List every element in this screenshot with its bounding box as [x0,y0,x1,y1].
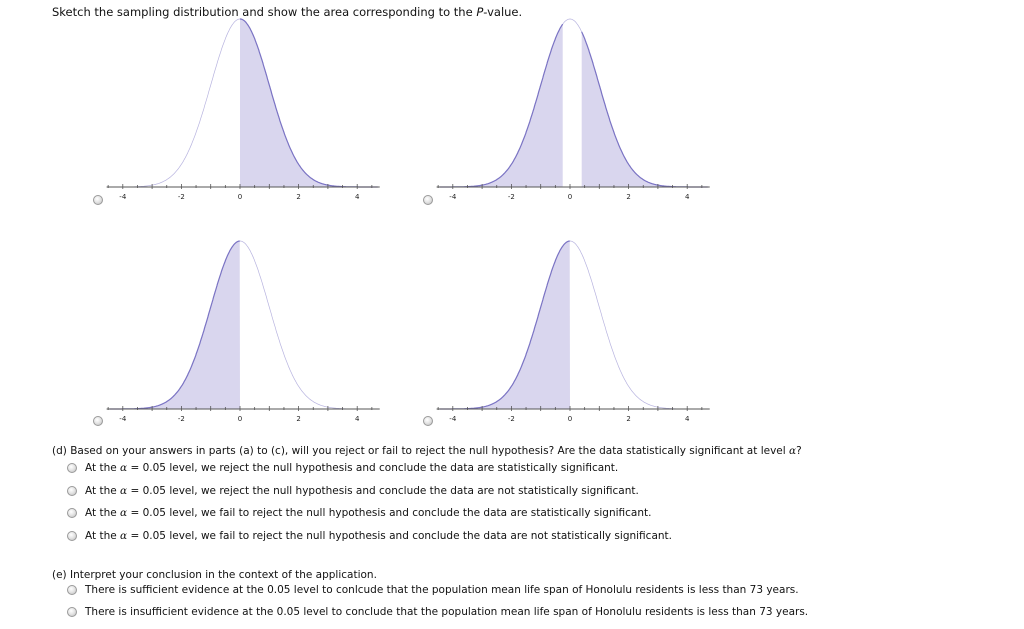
tick-label: 4 [354,193,360,201]
graph-option-4-radio[interactable] [423,416,433,426]
part-d-question [52,445,802,457]
part-d-option-4-post: = 0.05 level, we fail to reject the null hypothesis and conclude the data are not statistically significant. [127,530,672,542]
tick-label: 2 [296,415,301,423]
tick-label: 2 [296,193,301,201]
part-d-option-3-label [85,507,651,519]
prompt-start: Sketch the sampling distribution and show the area corresponding to the [52,5,477,19]
graph-option-4-plot [440,236,750,436]
prompt-italic-p: P [476,5,484,19]
normal-curve [440,19,708,187]
tick-label: 0 [237,415,243,423]
shaded-area [440,241,570,409]
graph-option-2-radio[interactable] [423,195,433,205]
part-e-option-2-label: There is insufficient evidence at the 0.05 level to conclude that the population mean life span of Honolulu residents is less than 73 years. [85,606,809,618]
part-d-option-2-pre: At the [85,485,121,497]
part-d-option-1-alpha: α [120,462,128,474]
part-d-option-4-radio[interactable] [67,531,77,541]
part-d-option-2-alpha: α [120,485,128,497]
graph-option-1-plot [110,14,420,214]
graph-option-2-plot [440,14,750,214]
graph-option-3-plot [110,236,420,436]
part-d-option-2-post: = 0.05 level, we reject the null hypothesis and conclude the data are not statistically significant. [127,485,639,497]
graph-option-1[interactable] [92,14,422,214]
tick-label: 4 [684,415,690,423]
tick-label: 0 [567,415,573,423]
shaded-area [440,24,563,187]
tick-label: -2 [177,415,185,423]
part-d-option-4-label [85,530,672,542]
tick-label: 4 [354,415,360,423]
part-d-alpha: α [789,445,797,457]
prompt-end: -value. [483,5,523,19]
tick-label: 4 [684,193,690,201]
tick-label: 0 [237,193,243,201]
tick-label: -2 [177,193,185,201]
part-d-option-4-alpha: α [120,530,128,542]
part-e-option-1-radio[interactable] [67,585,77,595]
tick-label: -2 [507,415,515,423]
graph-option-2[interactable] [422,14,752,214]
part-d-option-3-radio[interactable] [67,508,77,518]
part-d-option-2-radio[interactable] [67,486,77,496]
normal-curve [110,241,378,409]
part-d-option-1-pre: At the [85,462,121,474]
shaded-area [582,32,708,187]
tick-label: 2 [626,193,631,201]
part-e-question: (e) Interpret your conclusion in the context of the application. [52,569,377,581]
tick-label: -4 [119,415,127,423]
part-d-option-2-label [85,485,639,497]
tick-label: -4 [119,193,127,201]
part-d-option-1-radio[interactable] [67,463,77,473]
part-e-option-1-label: There is sufficient evidence at the 0.05 level to conlcude that the population mean life span of Honolulu residents is less than 73 years. [85,584,799,596]
part-d-question-start: (d) Based on your answers in parts (a) to (c), will you reject or fail to reject the null hypothesis? Are the data statistically significant at level [52,445,790,457]
graph-option-4[interactable] [422,236,752,436]
part-d-option-1-label [85,462,618,474]
tick-label: 0 [567,193,573,201]
normal-curve [440,241,708,409]
tick-label: -4 [449,193,457,201]
part-d-question-end: ? [796,445,802,457]
tick-label: 2 [626,415,631,423]
graph-option-3[interactable] [92,236,422,436]
part-d-option-4-pre: At the [85,530,121,542]
tick-label: -2 [507,193,515,201]
graph-option-1-radio[interactable] [93,195,103,205]
part-d-option-3-alpha: α [120,507,128,519]
part-e-option-2-radio[interactable] [67,607,77,617]
graph-option-3-radio[interactable] [93,416,103,426]
part-d-option-3-post: = 0.05 level, we fail to reject the null hypothesis and conclude the data are statistically significant. [127,507,652,519]
part-d-option-3-pre: At the [85,507,121,519]
shaded-area [240,19,378,187]
shaded-area [110,241,240,409]
part-d-option-1-post: = 0.05 level, we reject the null hypothesis and conclude the data are statistically significant. [127,462,619,474]
tick-label: -4 [449,415,457,423]
